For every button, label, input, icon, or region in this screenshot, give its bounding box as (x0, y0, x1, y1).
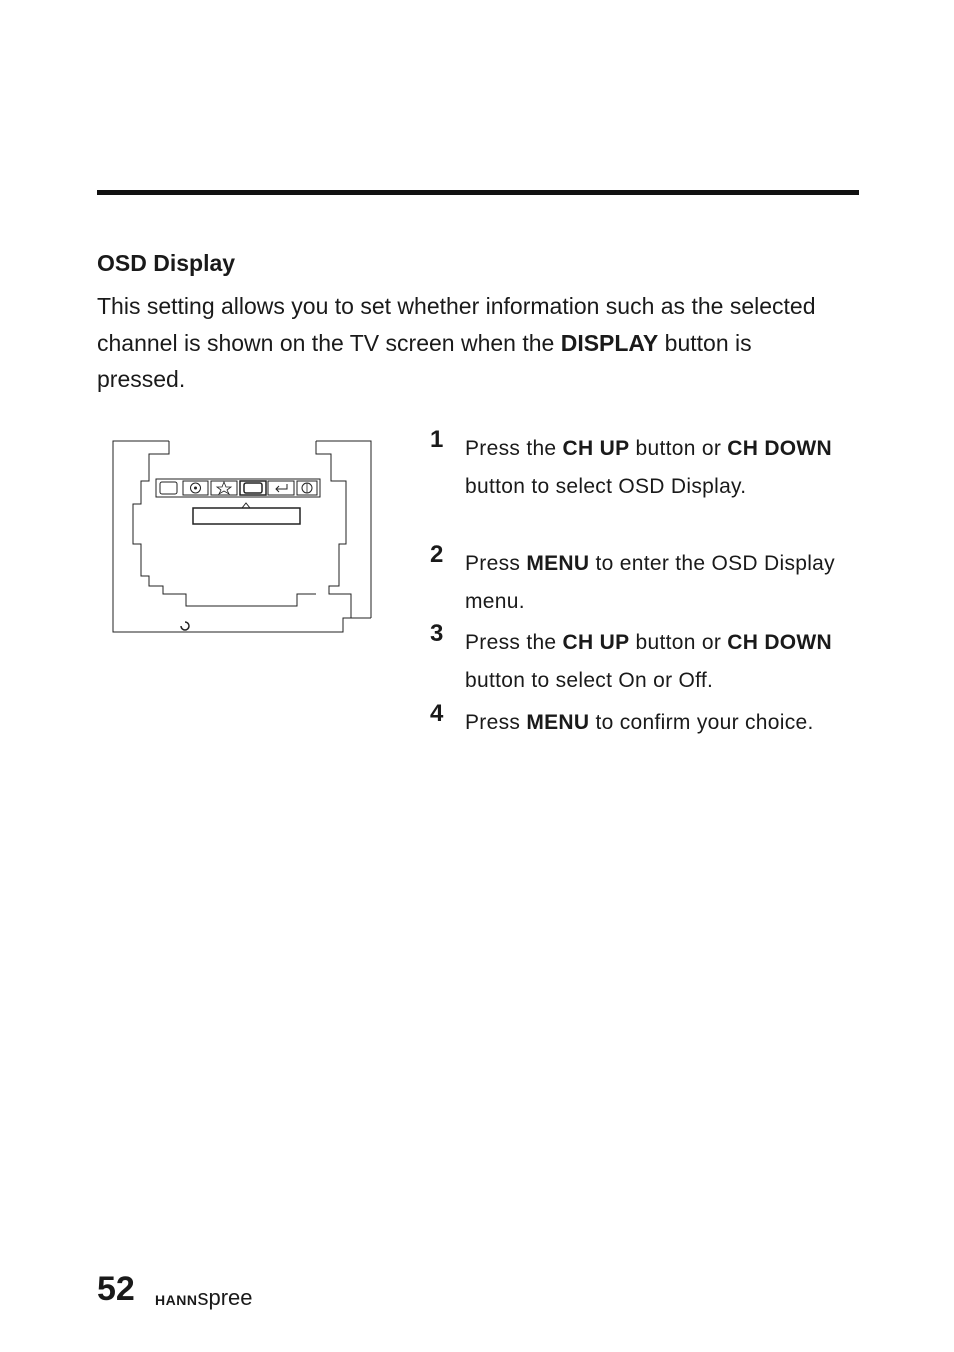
film-reel-icon (183, 481, 208, 495)
rotate-icon (181, 622, 189, 630)
step-text: Press the CH UP button or CH DOWN button to select On or Off. (465, 631, 833, 692)
header-rule (97, 190, 859, 195)
tv-icon (160, 482, 177, 494)
section-title: OSD Display (97, 250, 236, 276)
step-text: Press MENU to enter the OSD Display menu. (465, 552, 835, 613)
step-number: 4 (430, 700, 444, 727)
step-text: Press the CH UP button or CH DOWN button to select OSD Display. (465, 437, 833, 498)
brand-logo: HANNspree (155, 1285, 253, 1310)
screen-icon (240, 481, 266, 495)
icon-bar (156, 479, 320, 497)
globe-icon (297, 481, 317, 495)
step-number: 2 (430, 541, 444, 568)
intro-paragraph: This setting allows you to set whether information such as the selected channel is shown on the TV screen when the DISPLAY button is pressed. (97, 293, 816, 392)
submenu-bar (193, 508, 300, 524)
step-text: Press MENU to confirm your choice. (465, 711, 814, 734)
osd-menu-illustration (111, 436, 376, 638)
return-icon (268, 481, 294, 495)
star-icon (211, 481, 237, 495)
page-number: 52 (97, 1270, 135, 1308)
step-number: 3 (430, 620, 444, 647)
step-number: 1 (430, 426, 444, 453)
